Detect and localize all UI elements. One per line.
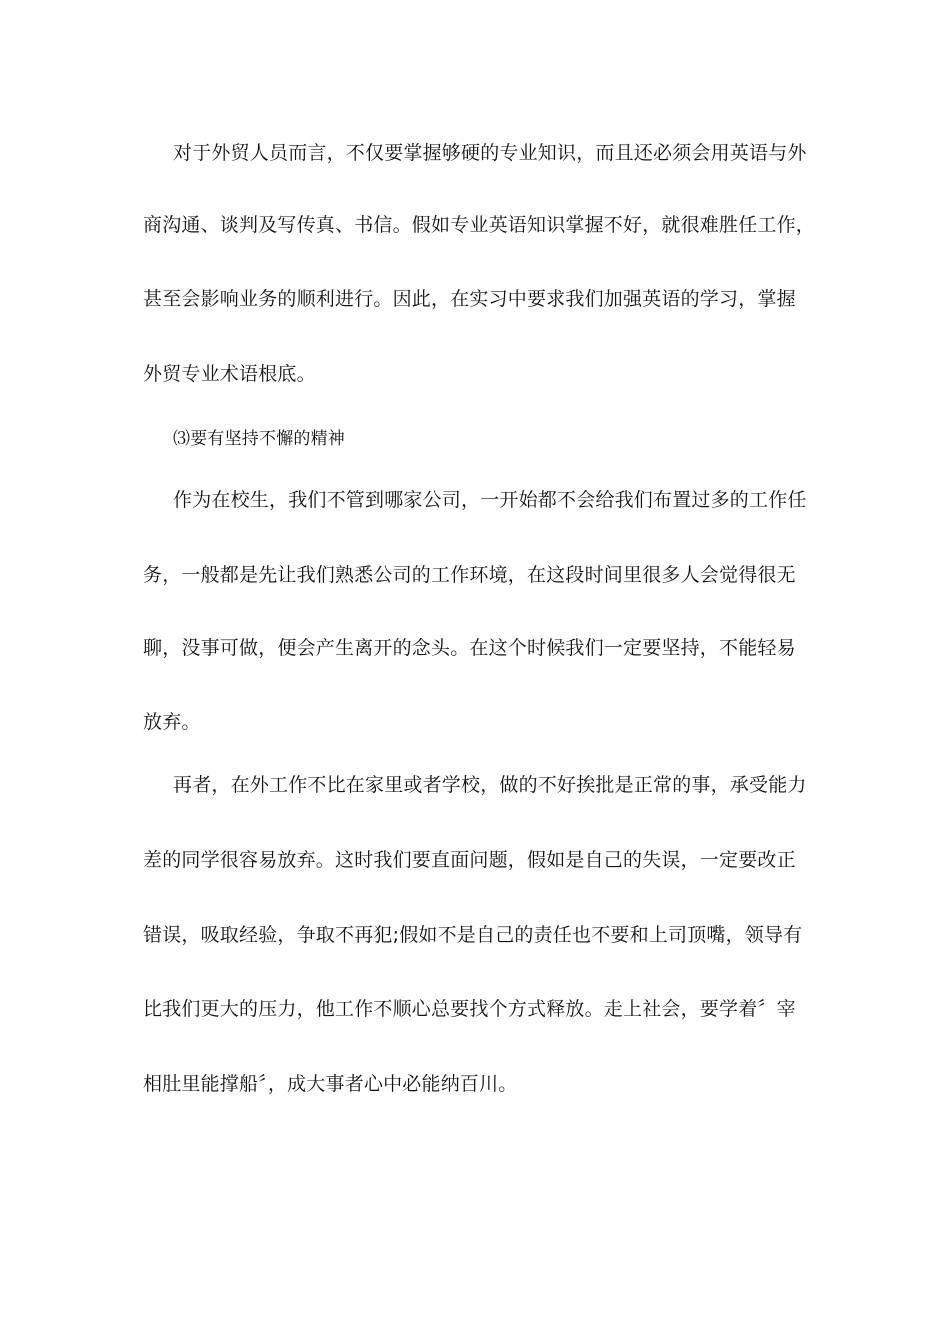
paragraph-2-line-1: 作为在校生，我们不管到哪家公司，一开始都不会给我们布置过多的工作任 — [173, 489, 807, 511]
paragraph-1-line-4: 外贸专业术语根底。 — [143, 363, 316, 385]
paragraph-1-line-1: 对于外贸人员而言，不仅要掌握够硬的专业知识，而且还必须会用英语与外 — [173, 142, 807, 164]
paragraph-3-line-2: 差的同学很容易放弃。这时我们要直面问题，假如是自己的失误，一定要改正 — [143, 849, 796, 871]
paragraph-2-line-2: 务，一般都是先让我们熟悉公司的工作环境，在这段时间里很多人会觉得很无 — [143, 564, 796, 586]
paragraph-1-line-3: 甚至会影响业务的顺利进行。因此，在实习中要求我们加强英语的学习，掌握 — [143, 288, 796, 310]
paragraph-3-line-5: 相肚里能撑船〞，成大事者心中必能纳百川。 — [143, 1073, 518, 1095]
paragraph-3-line-1: 再者，在外工作不比在家里或者学校，做的不好挨批是正常的事，承受能力 — [173, 774, 807, 796]
paragraph-2-line-3: 聊，没事可做，便会产生离开的念头。在这个时候我们一定要坚持，不能轻易 — [143, 637, 796, 659]
section-heading: ⑶要有坚持不懈的精神 — [173, 429, 345, 449]
paragraph-3-line-4: 比我们更大的压力，他工作不顺心总要找个方式释放。走上社会，要学着〞宰 — [143, 998, 796, 1020]
paragraph-1-line-2: 商沟通、谈判及写传真、书信。假如专业英语知识掌握不好，就很难胜任工作， — [143, 214, 816, 236]
paragraph-2-line-4: 放弃。 — [143, 711, 201, 733]
paragraph-3-line-3: 错误，吸取经验，争取不再犯;假如不是自己的责任也不要和上司顶嘴，领导有 — [143, 924, 803, 946]
